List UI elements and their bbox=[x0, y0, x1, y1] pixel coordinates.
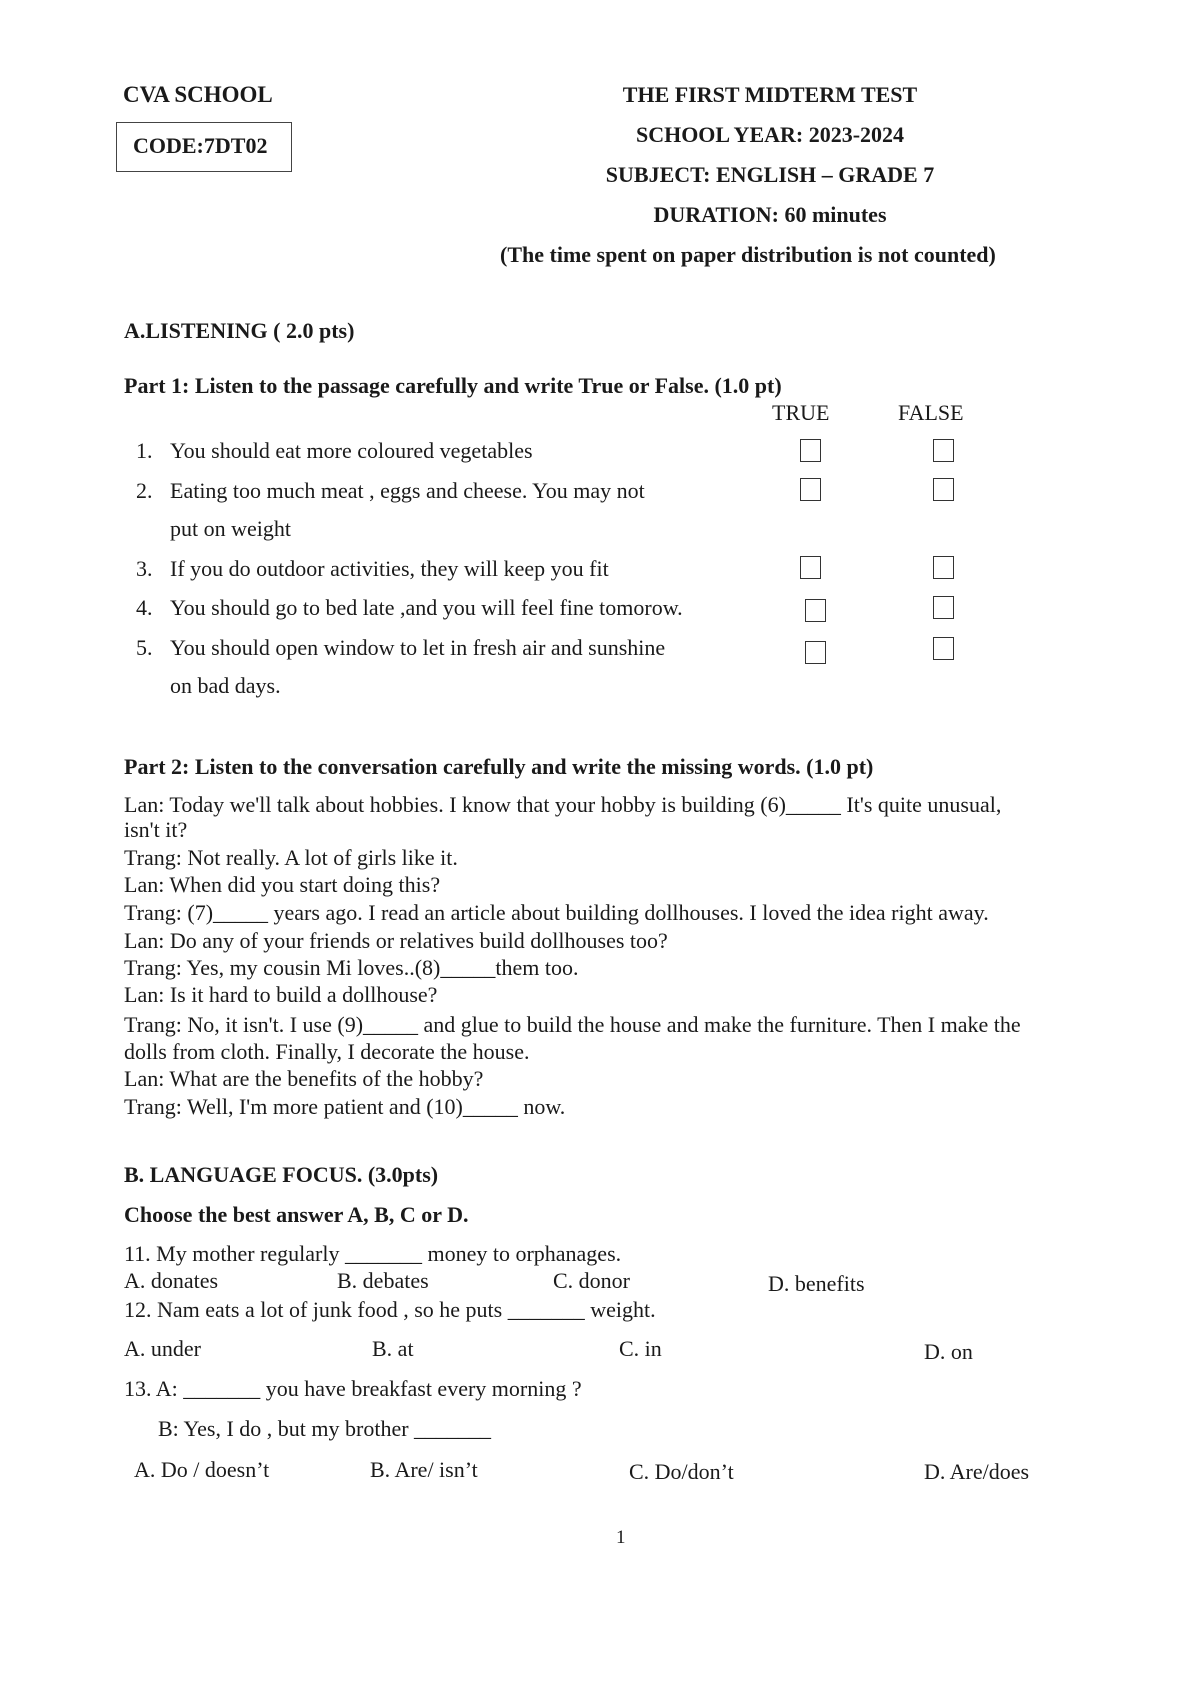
true-checkbox[interactable] bbox=[800, 556, 821, 579]
language-instruction: Choose the best answer A, B, C or D. bbox=[124, 1202, 469, 1227]
tf-item-number: 3. bbox=[136, 556, 153, 581]
false-column-label: FALSE bbox=[898, 400, 964, 425]
dialogue-line: isn't it? bbox=[124, 817, 188, 842]
tf-item-number: 5. bbox=[136, 635, 153, 660]
dialogue-line: Trang: (7)_____ years ago. I read an article about building dollhouses. I loved the idea right away. bbox=[124, 900, 989, 925]
true-checkbox[interactable] bbox=[805, 641, 826, 664]
language-title: B. LANGUAGE FOCUS. (3.0pts) bbox=[124, 1162, 439, 1187]
option-d[interactable]: D. Are/does bbox=[924, 1459, 1030, 1484]
test-title: THE FIRST MIDTERM TEST bbox=[622, 82, 918, 107]
listening-title: A.LISTENING ( 2.0 pts) bbox=[124, 318, 355, 343]
time-note: (The time spent on paper distribution is not counted) bbox=[500, 242, 996, 267]
option-b[interactable]: B. Are/ isn’t bbox=[370, 1457, 478, 1482]
option-b[interactable]: B. debates bbox=[337, 1268, 429, 1293]
question-13: 13. A: _______ you have breakfast every morning ? bbox=[124, 1376, 582, 1401]
false-checkbox[interactable] bbox=[933, 596, 954, 619]
dialogue-line: Trang: Yes, my cousin Mi loves..(8)_____them too. bbox=[124, 955, 579, 980]
option-a[interactable]: A. under bbox=[124, 1336, 201, 1361]
option-b[interactable]: B. at bbox=[372, 1336, 414, 1361]
dialogue-line: Lan: Today we'll talk about hobbies. I know that your hobby is building (6)_____ It's quite unusual, bbox=[124, 792, 1002, 817]
dialogue-line: Lan: When did you start doing this? bbox=[124, 872, 441, 897]
part1-title: Part 1: Listen to the passage carefully and write True or False. (1.0 pt) bbox=[124, 373, 782, 398]
dialogue-line: Lan: Do any of your friends or relatives build dollhouses too? bbox=[124, 928, 668, 953]
code-box bbox=[116, 122, 292, 172]
question-11: 11. My mother regularly _______ money to orphanages. bbox=[124, 1241, 622, 1266]
tf-item-number: 1. bbox=[136, 438, 153, 463]
true-checkbox[interactable] bbox=[800, 478, 821, 501]
tf-item-text: If you do outdoor activities, they will keep you fit bbox=[170, 556, 609, 581]
option-c[interactable]: C. donor bbox=[553, 1268, 630, 1293]
question-12: 12. Nam eats a lot of junk food , so he puts _______ weight. bbox=[124, 1297, 656, 1322]
duration: DURATION: 60 minutes bbox=[653, 202, 887, 227]
dialogue-line: Trang: No, it isn't. I use (9)_____ and glue to build the house and make the furniture. Then I make the bbox=[124, 1012, 1021, 1037]
false-checkbox[interactable] bbox=[933, 478, 954, 501]
option-a[interactable]: A. donates bbox=[124, 1268, 219, 1293]
school-year: SCHOOL YEAR: 2023-2024 bbox=[635, 122, 905, 147]
school-name: CVA SCHOOL bbox=[123, 82, 273, 107]
true-column-label: TRUE bbox=[772, 400, 830, 425]
page-number: 1 bbox=[616, 1527, 626, 1548]
tf-item-text: You should open window to let in fresh air and sunshine bbox=[170, 635, 666, 660]
option-c[interactable]: C. Do/don’t bbox=[629, 1459, 734, 1484]
dialogue-line: Lan: What are the benefits of the hobby? bbox=[124, 1066, 484, 1091]
question-13-line2: B: Yes, I do , but my brother _______ bbox=[158, 1416, 492, 1441]
true-checkbox[interactable] bbox=[805, 599, 826, 622]
dialogue-line: Lan: Is it hard to build a dollhouse? bbox=[124, 982, 438, 1007]
part2-title: Part 2: Listen to the conversation carefully and write the missing words. (1.0 pt) bbox=[124, 754, 874, 779]
option-d[interactable]: D. on bbox=[924, 1339, 973, 1364]
option-c[interactable]: C. in bbox=[619, 1336, 662, 1361]
false-checkbox[interactable] bbox=[933, 556, 954, 579]
tf-item-text: You should go to bed late ,and you will feel fine tomorow. bbox=[170, 595, 683, 620]
tf-item-number: 2. bbox=[136, 478, 153, 503]
dialogue-line: dolls from cloth. Finally, I decorate the house. bbox=[124, 1039, 530, 1064]
option-d[interactable]: D. benefits bbox=[768, 1271, 865, 1296]
tf-item-text-cont: on bad days. bbox=[170, 673, 281, 698]
tf-item-text: You should eat more coloured vegetables bbox=[170, 438, 533, 463]
dialogue-line: Trang: Well, I'm more patient and (10)_____ now. bbox=[124, 1094, 566, 1119]
true-checkbox[interactable] bbox=[800, 439, 821, 462]
dialogue-line: Trang: Not really. A lot of girls like it. bbox=[124, 845, 458, 870]
tf-item-text: Eating too much meat , eggs and cheese. You may not bbox=[170, 478, 645, 503]
option-a[interactable]: A. Do / doesn’t bbox=[134, 1457, 270, 1482]
tf-item-number: 4. bbox=[136, 595, 153, 620]
false-checkbox[interactable] bbox=[933, 439, 954, 462]
subject: SUBJECT: ENGLISH – GRADE 7 bbox=[605, 162, 935, 187]
tf-item-text-cont: put on weight bbox=[170, 516, 291, 541]
false-checkbox[interactable] bbox=[933, 637, 954, 660]
exam-code: CODE:7DT02 bbox=[133, 133, 268, 158]
